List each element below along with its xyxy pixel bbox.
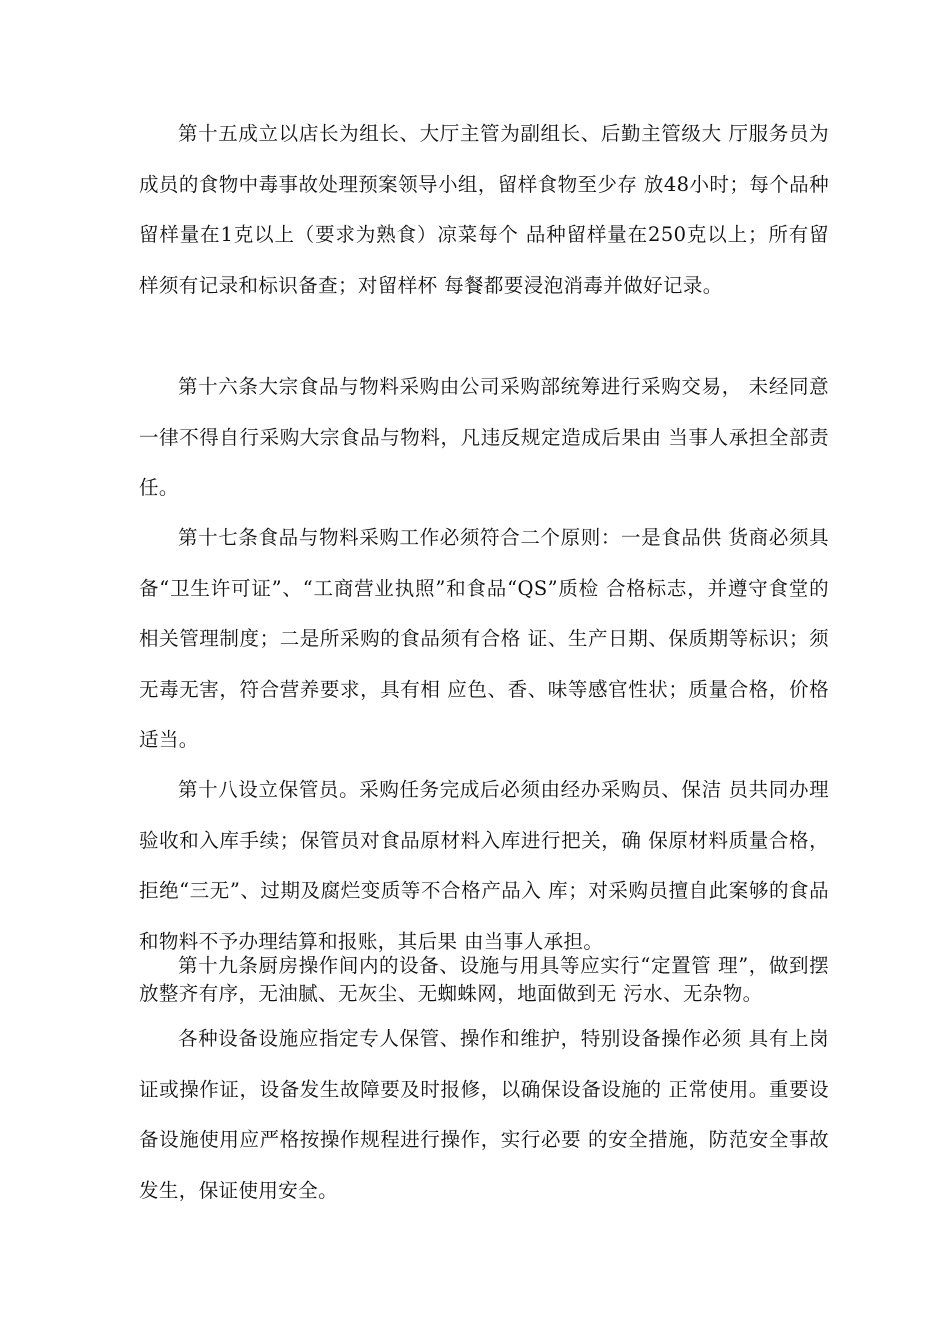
paragraph-article-18: 第十八设立保管员。采购任务完成后必须由经办采购员、保洁 员共同办理验收和入库手续；保管员对食品原材料入库进行把关，确 保原材料质量合格，拒绝“三无”、过期及腐烂变质等不合格产品入 库；对采购员擅自此案够的食品和物料不予办理结算和报账，其后果 由当事人承担。: [139, 778, 829, 953]
paragraph-equipment-maintenance: 各种设备设施应指定专人保管、操作和维护，特别设备操作必须 具有上岗证或操作证，设备发生故障要及时报修，以确保设备设施的 正常使用。重要设备设施使用应严格按操作规程进行操作，实行必要 的安全措施，防范安全事故发生，保证使用安全。: [139, 1027, 829, 1202]
paragraph-article-17: 第十七条食品与物料采购工作必须符合二个原则：一是食品供 货商必须具备“卫生许可证”、“工商营业执照”和食品“QS”质检 合格标志，并遵守食堂的相关管理制度；二是所采购的食品须有合格 证、生产日期、保质期等标识；须无毒无害，符合营养要求，具有相 应色、香、味等感官性状；质量合格，价格适当。: [139, 526, 829, 751]
paragraph-article-19: 第十九条厨房操作间内的设备、设施与用具等应实行“定置管 理”，做到摆放整齐有序，无油腻、无灰尘、无蜘蛛网，地面做到无 污水、无杂物。: [139, 954, 829, 1005]
paragraph-article-16: 第十六条大宗食品与物料采购由公司采购部统筹进行采购交易， 未经同意一律不得自行采购大宗食品与物料，凡违反规定造成后果由 当事人承担全部责任。: [139, 375, 829, 499]
paragraph-article-15: 第十五成立以店长为组长、大厅主管为副组长、后勤主管级大 厅服务员为成员的食物中毒事故处理预案领导小组，留样食物至少存 放48小时；每个品种留样量在1克以上（要求为熟食）凉菜每个 品种留样量在250克以上；所有留样须有记录和标识备查；对留样杯 每餐都要浸泡消毒并做好记录。: [139, 122, 829, 297]
